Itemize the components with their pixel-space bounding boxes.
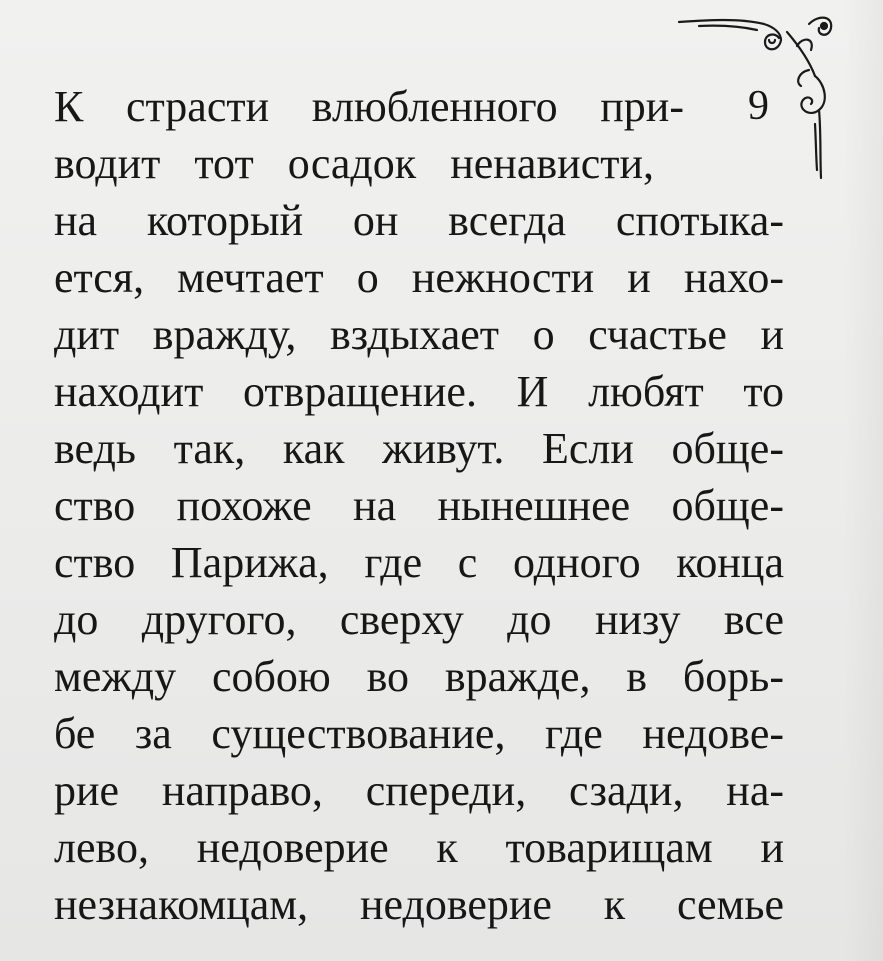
text-line: ство Парижа, где с одного конца <box>54 538 784 587</box>
text-line: находит отвращение. И любят то <box>54 367 784 416</box>
text-line: бе за существование, где недове- <box>54 709 784 758</box>
page-number: 9 <box>748 83 769 129</box>
text-line: дит вражду, вздыхает о счастье и <box>54 310 784 359</box>
text-line: К страсти влюбленного при- <box>54 82 684 131</box>
text-line: незнакомцам, недоверие к семье <box>54 880 784 929</box>
text-line: ется, мечтает о нежности и нахо- <box>54 253 784 302</box>
text-line: между собою во вражде, в борь- <box>54 652 784 701</box>
page-edge-shadow <box>843 0 883 961</box>
text-line: лево, недоверие к товарищам и <box>54 823 784 872</box>
body-text <box>54 78 784 933</box>
text-line: ведь так, как живут. Если обще- <box>54 424 784 473</box>
text-line: ство похоже на нынешнее обще- <box>54 481 784 530</box>
text-line: до другого, сверху до низу все <box>54 595 784 644</box>
text-line: водит тот осадок ненависти, <box>54 139 654 188</box>
text-line: рие направо, спереди, сзади, на- <box>54 766 784 815</box>
text-line: на который он всегда спотыка- <box>54 196 784 245</box>
